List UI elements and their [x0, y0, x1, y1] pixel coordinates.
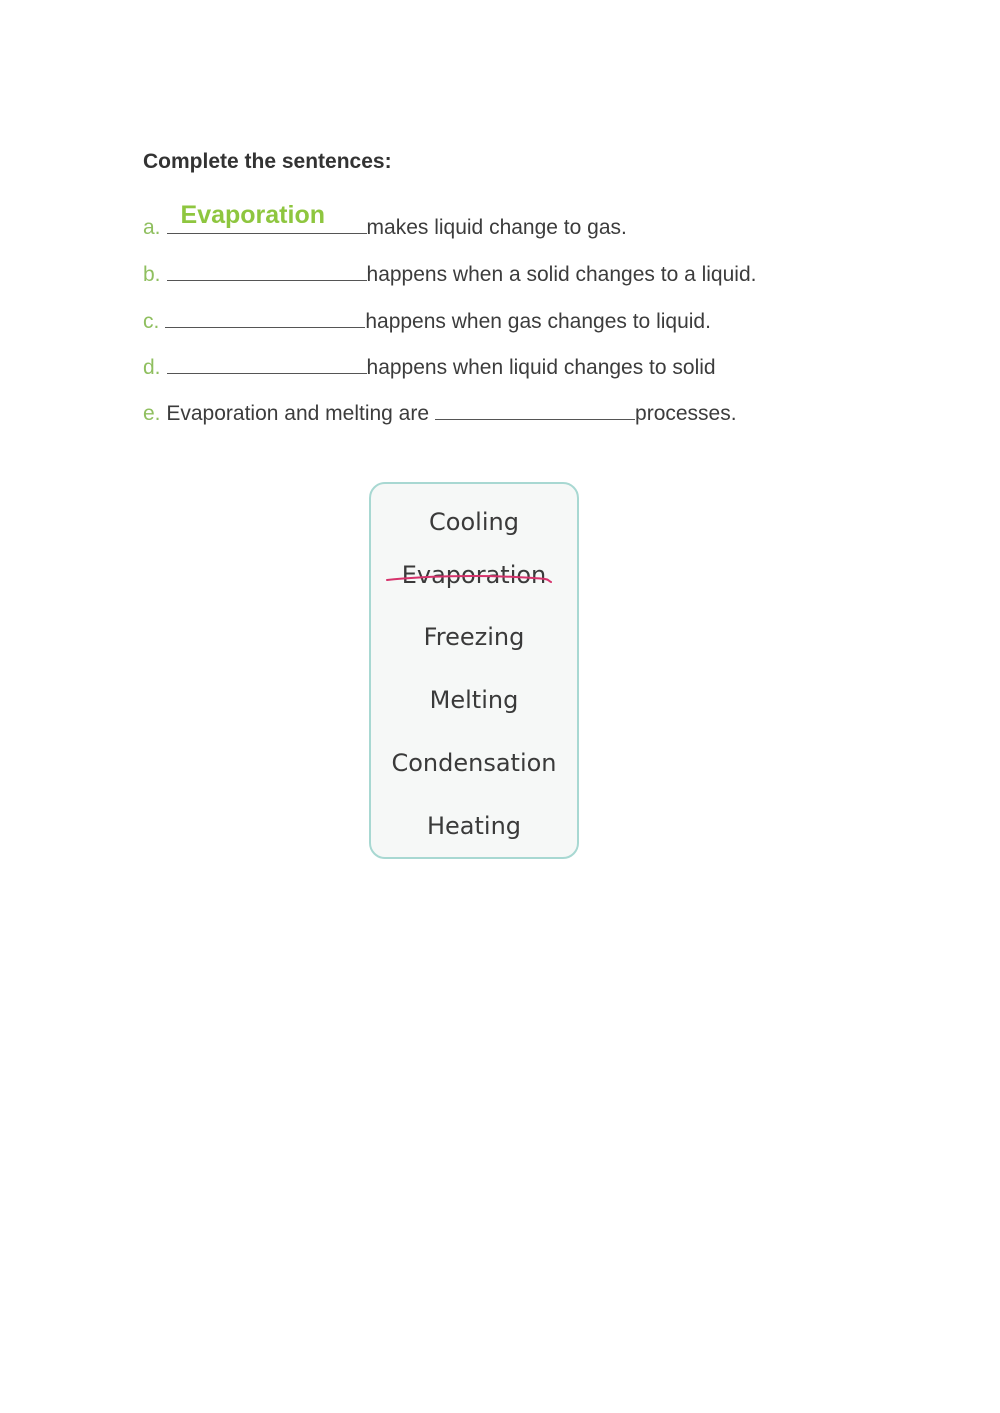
sentence-b: [143, 256, 756, 288]
sentence-c: [143, 303, 711, 335]
sentence-text: happens when liquid changes to solid: [366, 356, 716, 379]
sentence-letter: d.: [143, 356, 161, 379]
answer-blank-d: [167, 349, 367, 374]
answer-input-d[interactable]: [167, 339, 367, 373]
answer-input-e[interactable]: [435, 385, 635, 419]
word-bank-item-melting: Melting: [429, 686, 519, 714]
word-bank-item-heating: Heating: [426, 812, 522, 840]
word-bank-item-evaporation: Evaporation: [401, 561, 547, 589]
answer-input-c[interactable]: [165, 293, 365, 327]
sentence-a: [143, 209, 627, 241]
sentence-text: processes.: [635, 402, 737, 425]
answer-input-a[interactable]: [167, 199, 367, 233]
sentence-letter: a.: [143, 216, 161, 239]
sentence-letter: e.: [143, 402, 161, 425]
answer-blank-e: [435, 395, 635, 420]
page-title: Complete the sentences:: [143, 150, 392, 173]
sentence-e: [143, 395, 737, 427]
sentence-d: [143, 349, 716, 381]
sentence-text: happens when a solid changes to a liquid.: [366, 263, 757, 286]
word-bank-item-cooling: Cooling: [429, 508, 519, 536]
answer-blank-a: [167, 209, 367, 234]
sentence-text-before: Evaporation and melting are: [166, 402, 430, 425]
sentence-text: happens when gas changes to liquid.: [365, 310, 711, 333]
word-bank-item-freezing: Freezing: [423, 623, 525, 651]
sentence-text: makes liquid change to gas.: [366, 216, 627, 239]
answer-input-b[interactable]: [167, 246, 367, 280]
answer-blank-b: [167, 256, 367, 281]
sentence-letter: c.: [143, 310, 160, 333]
word-bank: [369, 482, 579, 859]
sentence-letter: b.: [143, 263, 161, 286]
strikethrough-mark: [385, 572, 555, 586]
word-bank-item-condensation: Condensation: [391, 749, 557, 777]
answer-blank-c: [165, 303, 365, 328]
